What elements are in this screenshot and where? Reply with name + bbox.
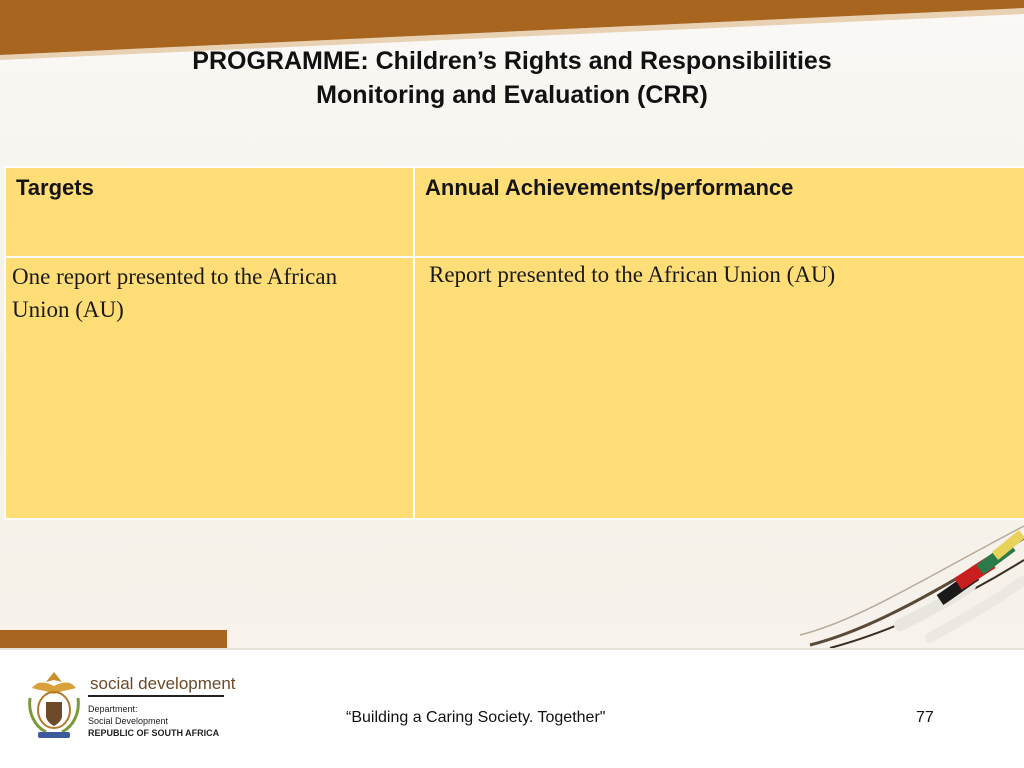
slide-title: [100, 44, 924, 112]
dept-line-3: REPUBLIC OF SOUTH AFRICA: [88, 728, 220, 738]
brand-name: social development: [90, 674, 236, 693]
department-block: [88, 703, 219, 739]
table-header-row: [5, 167, 1024, 257]
page-number: 77: [916, 709, 934, 726]
header-targets: Targets: [5, 167, 414, 257]
brand-rule: [88, 695, 224, 697]
cell-target: One report presented to the African Union (AU): [5, 257, 414, 519]
beadwork-decoration: [790, 520, 1024, 650]
coat-of-arms-icon: [24, 668, 84, 744]
title-line-2: Monitoring and Evaluation (CRR): [316, 81, 708, 109]
header-achievements: Annual Achievements/performance: [414, 167, 1024, 257]
cell-achievement: Report presented to the African Union (AU): [414, 257, 1024, 519]
footer-slogan: “Building a Caring Society. Together": [346, 709, 606, 726]
dept-line-1: Department:: [88, 704, 138, 714]
targets-table: [4, 166, 1024, 520]
table-row: [5, 257, 1024, 519]
bottom-accent-bar: [0, 630, 227, 650]
title-line-1: PROGRAMME: Children’s Rights and Responsibilities: [192, 47, 832, 75]
dept-line-2: Social Development: [88, 716, 169, 726]
footer-divider: [0, 648, 1024, 650]
